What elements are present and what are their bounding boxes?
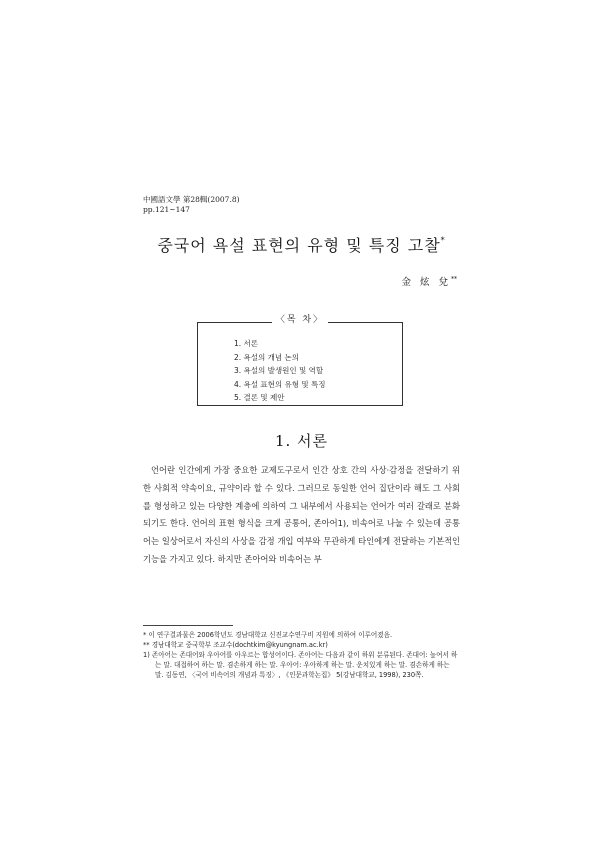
- body-paragraph: 언어란 인간에게 가장 중요한 교제도구로서 인간 상호 간의 사상·감정을 전달하기 위한 사회적 약속이요, 규약이라 할 수 있다. 그러므로 동일한 언어 집단이라 해도 그 사회를 형성하고 있는 다양한 계층에 의하여 그 내부에서 사용되는 언어가 여러 갈래로 분화되기도 한다. 언어의 표현 형식을 크게 공통어, 존아어1), 비속어로 나눌 수 있는데 공통어는 일상어로서 자신의 사상을 감정 개입 여부와 무관하게 타인에게 전달하는 기본적인 기능을 가지고 있다. 하지만 존아어와 비속어는 부: [143, 465, 460, 564]
- paper-title: [143, 233, 460, 256]
- paper-title-text: 중국어 욕설 표현의 유형 및 특징 고찰: [157, 236, 441, 255]
- footnote-affiliation: ** 경남대학교 중국학부 조교수(dochtkim@kyungnam.ac.kr): [143, 641, 328, 649]
- section-heading: 1. 서론: [274, 432, 329, 450]
- toc-title: [197, 312, 403, 325]
- page-range: pp.121~147: [143, 205, 190, 214]
- toc-item: 4. 욕설 표현의 유형 및 특징: [234, 379, 326, 389]
- toc-item: 1. 서론: [234, 339, 259, 348]
- toc-title-text: 〈목 차〉: [272, 315, 328, 325]
- footnote-1: 1) 존아어는 존대어와 우아어를 아우르는 합성어이다. 존아어는 다음과 같이 하위 분류된다. 존대어: 높여서 하는 말. 대접하여 하는 말. 겸손하게 하는 말. 우아어: 우아하게 하는 말. 운치있게 하는 말. 겸손하게 하는 말. 김동연, 〈국어 비속어의 개념과 특징〉, 《인문과학논집》 5(강남대학교, 1998), 230쪽.: [143, 651, 458, 679]
- footnote-divider: [143, 625, 233, 626]
- toc-item: 3. 욕설의 발생원인 및 역할: [234, 366, 324, 375]
- toc-item: 2. 욕설의 개념 논의: [234, 352, 300, 362]
- table-of-contents: [197, 322, 403, 406]
- footnote-funding: * 이 연구결과물은 2006학년도 경남대학교 신진교수연구비 지원에 의하여 이루어졌음.: [143, 631, 393, 639]
- author-footnote-mark: **: [451, 275, 457, 283]
- footnotes: [143, 630, 460, 680]
- journal-citation: 中國語文學 第28輯(2007.8): [143, 195, 240, 204]
- title-footnote-mark: *: [440, 235, 446, 245]
- toc-list: [234, 337, 326, 405]
- journal-header: [143, 195, 240, 215]
- author-name: 金 炫 兌: [401, 277, 451, 288]
- author: [401, 274, 457, 288]
- toc-item: 5. 결론 및 제안: [234, 393, 285, 402]
